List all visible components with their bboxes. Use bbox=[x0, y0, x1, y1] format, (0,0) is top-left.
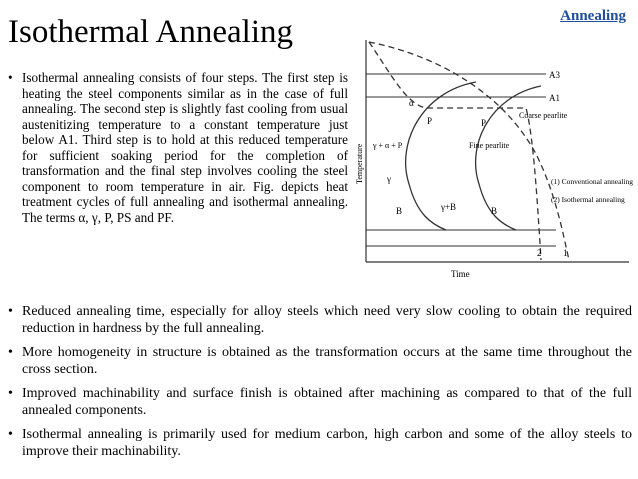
ps-label: P bbox=[427, 116, 433, 126]
gamma-alpha-p-label: γ + α + P bbox=[373, 141, 403, 150]
bullet-icon: • bbox=[8, 345, 13, 360]
intro-list bbox=[8, 70, 348, 225]
heat-treatment-diagram bbox=[351, 34, 633, 288]
x-axis-label: Time bbox=[451, 269, 470, 279]
advantage-text: More homogeneity in structure is obtained as the transformation occurs at the same time throughout the cross section. bbox=[22, 345, 632, 377]
alpha-label: α bbox=[409, 98, 414, 108]
isothermal-annealing-curve bbox=[369, 42, 541, 260]
bf-label: B bbox=[491, 206, 498, 216]
advantage-item bbox=[8, 303, 632, 337]
advantage-item bbox=[8, 385, 632, 419]
intro-bullet-text: Isothermal annealing consists of four steps. The first step is heating the steel components similar as in the case of full annealing. The second step is slightly fast cooling from usual austenitizing temperature to a constant temperature just below A1. Third step is to hold at this reduced temperature for sufficient soaking period for the completion of transformation and the final step involves cooling the steel component to room temperature in air. Fig. depicts heat treatment cycles of full annealing and isothermal annealing. The terms α, γ, P, PS and PF. bbox=[22, 70, 348, 225]
y-axis-label: Temperature bbox=[355, 143, 364, 184]
slide-title: Isothermal Annealing bbox=[8, 14, 294, 50]
a3-label: A3 bbox=[549, 70, 560, 80]
intro-bullet-item bbox=[8, 70, 348, 225]
legend-isothermal: (2) Isothermal annealing bbox=[551, 195, 625, 204]
a1-label: A1 bbox=[549, 93, 560, 103]
bullet-icon: • bbox=[8, 70, 13, 85]
coarse-pearlite-label: Coarse pearlite bbox=[519, 111, 568, 120]
pf-label: P bbox=[481, 118, 487, 128]
advantage-item bbox=[8, 426, 632, 460]
conventional-annealing-curve bbox=[369, 42, 569, 260]
bullet-icon: • bbox=[8, 386, 13, 401]
fine-pearlite-label: Fine pearlite bbox=[469, 141, 510, 150]
advantage-text: Isothermal annealing is primarily used for medium carbon, high carbon and some of the alloy steels to improve their machinability. bbox=[22, 427, 632, 459]
bullet-icon: • bbox=[8, 427, 13, 442]
advantage-text: Improved machinability and surface finish is obtained after machining as compared to that of the full annealed components. bbox=[22, 386, 632, 418]
bullet-icon: • bbox=[8, 304, 13, 319]
curve-number-2: 2 bbox=[537, 248, 542, 258]
bs-label: B bbox=[396, 206, 403, 216]
gamma-b-label: γ+B bbox=[441, 202, 457, 212]
advantage-text: Reduced annealing time, especially for alloy steels which need very slow cooling to obtain the required reduction in hardness by the full annealing. bbox=[22, 304, 632, 336]
gamma-label: γ bbox=[387, 174, 391, 184]
advantage-item bbox=[8, 344, 632, 378]
legend-conventional: (1) Conventional annealing bbox=[551, 177, 633, 186]
advantages-list bbox=[8, 303, 632, 467]
curve-number-1: 1 bbox=[563, 248, 568, 258]
section-tag-link[interactable]: Annealing bbox=[560, 8, 626, 24]
